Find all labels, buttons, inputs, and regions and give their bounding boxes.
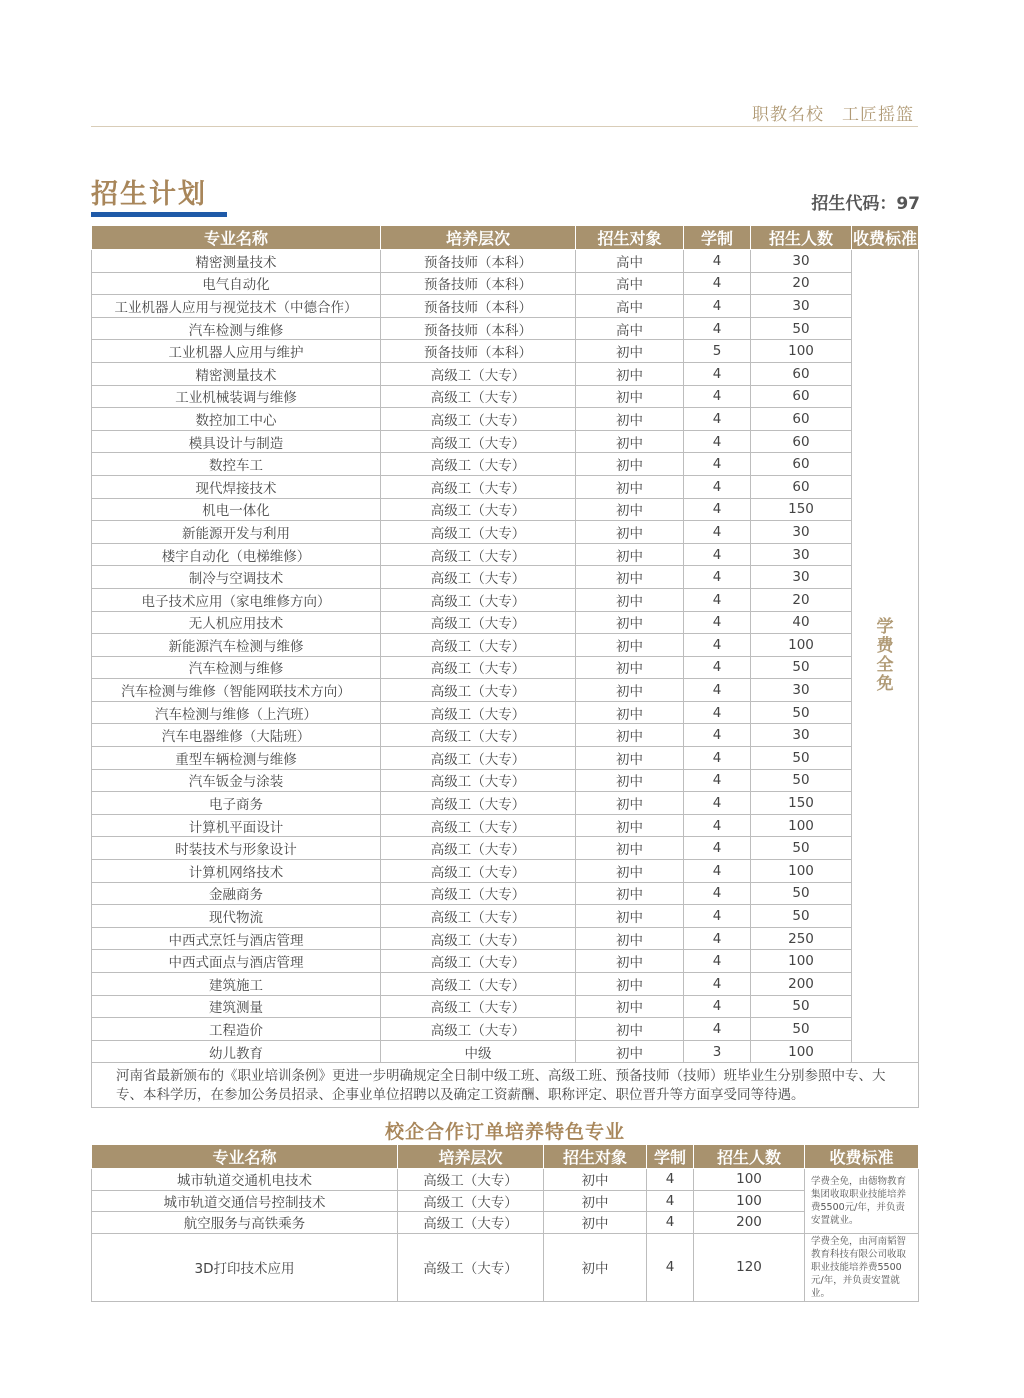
cell-quota: 50 xyxy=(751,701,852,724)
coop-table-row xyxy=(92,1190,919,1212)
cell-level: 高级工（大专） xyxy=(381,543,576,566)
cell-level: 高级工（大专） xyxy=(381,656,576,679)
cell-level: 高级工（大专） xyxy=(381,475,576,498)
cell-target: 初中 xyxy=(576,566,684,589)
cell-major: 制冷与空调技术 xyxy=(92,566,381,589)
coop-table-row xyxy=(92,1233,919,1301)
cell-major: 无人机应用技术 xyxy=(92,611,381,634)
coop-table-row xyxy=(92,1169,919,1191)
cell-major: 工业机器人应用与视觉技术（中德合作） xyxy=(92,295,381,318)
cell-duration: 4 xyxy=(684,475,751,498)
table-row xyxy=(92,814,919,837)
cell-level: 高级工（大专） xyxy=(381,905,576,928)
cell-quota: 60 xyxy=(751,430,852,453)
cell-duration: 4 xyxy=(684,453,751,476)
coop-cell-major: 航空服务与高铁乘务 xyxy=(92,1212,398,1234)
cell-duration: 4 xyxy=(684,588,751,611)
cell-quota: 100 xyxy=(751,634,852,657)
table-row xyxy=(92,927,919,950)
table-row xyxy=(92,837,919,860)
cell-major: 时装技术与形象设计 xyxy=(92,837,381,860)
table-row xyxy=(92,453,919,476)
cell-level: 高级工（大专） xyxy=(381,1018,576,1041)
cell-level: 预备技师（本科） xyxy=(381,340,576,363)
table-row xyxy=(92,882,919,905)
cell-quota: 30 xyxy=(751,566,852,589)
cell-target: 初中 xyxy=(576,1040,684,1063)
table-row xyxy=(92,950,919,973)
coop-cell-major: 城市轨道交通信号控制技术 xyxy=(92,1190,398,1212)
cell-major: 精密测量技术 xyxy=(92,362,381,385)
table-row xyxy=(92,566,919,589)
coop-cell-target: 初中 xyxy=(544,1212,647,1234)
table-row xyxy=(92,272,919,295)
coop-col-header-target: 招生对象 xyxy=(544,1145,647,1169)
table-row xyxy=(92,611,919,634)
cell-level: 高级工（大专） xyxy=(381,408,576,431)
cell-duration: 4 xyxy=(684,950,751,973)
cell-level: 高级工（大专） xyxy=(381,701,576,724)
cell-quota: 50 xyxy=(751,837,852,860)
cell-duration: 3 xyxy=(684,1040,751,1063)
cell-target: 初中 xyxy=(576,679,684,702)
table-header-row xyxy=(92,226,919,250)
table-row xyxy=(92,656,919,679)
cell-level: 中级 xyxy=(381,1040,576,1063)
cell-major: 重型车辆检测与维修 xyxy=(92,747,381,770)
title-underline xyxy=(91,212,227,217)
cell-major: 汽车钣金与涂装 xyxy=(92,769,381,792)
cell-target: 初中 xyxy=(576,385,684,408)
coop-cell-duration: 4 xyxy=(647,1212,694,1234)
cell-major: 汽车检测与维修（智能网联技术方向） xyxy=(92,679,381,702)
table-row xyxy=(92,747,919,770)
cell-quota: 50 xyxy=(751,317,852,340)
cell-duration: 4 xyxy=(684,792,751,815)
coop-cell-quota: 200 xyxy=(694,1212,805,1234)
cell-target: 高中 xyxy=(576,317,684,340)
cell-target: 高中 xyxy=(576,272,684,295)
coop-col-header-quota: 招生人数 xyxy=(694,1145,805,1169)
cell-target: 初中 xyxy=(576,882,684,905)
cell-level: 高级工（大专） xyxy=(381,995,576,1018)
cell-major: 机电一体化 xyxy=(92,498,381,521)
cell-level: 高级工（大专） xyxy=(381,588,576,611)
cell-quota: 20 xyxy=(751,272,852,295)
cell-target: 初中 xyxy=(576,973,684,996)
cell-duration: 4 xyxy=(684,927,751,950)
cell-target: 初中 xyxy=(576,611,684,634)
table-row xyxy=(92,634,919,657)
cell-major: 汽车检测与维修 xyxy=(92,317,381,340)
col-header-fee: 收费标准 xyxy=(852,226,919,250)
coop-cell-duration: 4 xyxy=(647,1190,694,1212)
cell-quota: 60 xyxy=(751,453,852,476)
cell-major: 计算机网络技术 xyxy=(92,860,381,883)
cell-duration: 4 xyxy=(684,408,751,431)
coop-cell-level: 高级工（大专） xyxy=(398,1169,544,1191)
cell-duration: 4 xyxy=(684,295,751,318)
cell-target: 初中 xyxy=(576,430,684,453)
cell-duration: 4 xyxy=(684,272,751,295)
cell-target: 初中 xyxy=(576,860,684,883)
cell-level: 高级工（大专） xyxy=(381,950,576,973)
cell-duration: 4 xyxy=(684,1018,751,1041)
cell-duration: 4 xyxy=(684,611,751,634)
table-row xyxy=(92,521,919,544)
table-row xyxy=(92,430,919,453)
table-row xyxy=(92,1040,919,1063)
cell-target: 初中 xyxy=(576,1018,684,1041)
cell-level: 高级工（大专） xyxy=(381,521,576,544)
cell-duration: 4 xyxy=(684,679,751,702)
cell-duration: 4 xyxy=(684,837,751,860)
cell-quota: 100 xyxy=(751,1040,852,1063)
cell-major: 中西式烹饪与酒店管理 xyxy=(92,927,381,950)
cell-duration: 4 xyxy=(684,521,751,544)
cell-duration: 4 xyxy=(684,747,751,770)
cell-duration: 4 xyxy=(684,634,751,657)
cell-major: 幼儿教育 xyxy=(92,1040,381,1063)
cell-major: 新能源开发与利用 xyxy=(92,521,381,544)
cell-quota: 30 xyxy=(751,521,852,544)
coop-col-header-level: 培养层次 xyxy=(398,1145,544,1169)
cell-quota: 50 xyxy=(751,656,852,679)
cell-level: 预备技师（本科） xyxy=(381,295,576,318)
table-row xyxy=(92,340,919,363)
enrollment-code: 招生代码：97 xyxy=(811,194,920,214)
coop-table-row xyxy=(92,1212,919,1234)
cell-target: 初中 xyxy=(576,814,684,837)
fee-text: 学费全免 xyxy=(876,617,894,695)
cell-target: 初中 xyxy=(576,408,684,431)
table-row xyxy=(92,679,919,702)
cell-level: 高级工（大专） xyxy=(381,679,576,702)
cell-major: 中西式面点与酒店管理 xyxy=(92,950,381,973)
cell-duration: 4 xyxy=(684,656,751,679)
cell-quota: 50 xyxy=(751,905,852,928)
cell-duration: 4 xyxy=(684,250,751,273)
section-title: 招生计划 xyxy=(91,179,207,210)
table-row xyxy=(92,498,919,521)
coop-cell-level: 高级工（大专） xyxy=(398,1190,544,1212)
cell-target: 初中 xyxy=(576,701,684,724)
cell-duration: 4 xyxy=(684,385,751,408)
cell-level: 预备技师（本科） xyxy=(381,272,576,295)
cell-quota: 50 xyxy=(751,995,852,1018)
cell-target: 初中 xyxy=(576,453,684,476)
cell-quota: 60 xyxy=(751,475,852,498)
cell-target: 高中 xyxy=(576,250,684,273)
cell-target: 初中 xyxy=(576,792,684,815)
cell-quota: 150 xyxy=(751,498,852,521)
coop-cell-target: 初中 xyxy=(544,1233,647,1301)
cell-quota: 50 xyxy=(751,769,852,792)
cell-major: 汽车检测与维修（上汽班） xyxy=(92,701,381,724)
cell-quota: 30 xyxy=(751,543,852,566)
cell-quota: 20 xyxy=(751,588,852,611)
cell-major: 新能源汽车检测与维修 xyxy=(92,634,381,657)
coop-col-header-fee: 收费标准 xyxy=(805,1145,919,1169)
cell-quota: 150 xyxy=(751,792,852,815)
cell-duration: 4 xyxy=(684,430,751,453)
cell-quota: 60 xyxy=(751,408,852,431)
coop-cell-major: 城市轨道交通机电技术 xyxy=(92,1169,398,1191)
table-row xyxy=(92,317,919,340)
coop-cell-level: 高级工（大专） xyxy=(398,1212,544,1234)
cell-quota: 30 xyxy=(751,250,852,273)
table-row xyxy=(92,385,919,408)
cell-level: 高级工（大专） xyxy=(381,453,576,476)
cell-major: 汽车检测与维修 xyxy=(92,656,381,679)
cell-level: 高级工（大专） xyxy=(381,566,576,589)
coop-fee-cell: 学费全免，由河南韬智教育科技有限公司收取职业技能培养费5500元/年，并负责安置就业。 xyxy=(805,1233,919,1301)
fee-cell xyxy=(852,250,919,1063)
table-row xyxy=(92,475,919,498)
col-header-target: 招生对象 xyxy=(576,226,684,250)
table-row xyxy=(92,1018,919,1041)
coop-cell-quota: 100 xyxy=(694,1169,805,1191)
cell-quota: 50 xyxy=(751,1018,852,1041)
cell-level: 高级工（大专） xyxy=(381,792,576,815)
cell-target: 初中 xyxy=(576,634,684,657)
cell-level: 高级工（大专） xyxy=(381,882,576,905)
cell-duration: 4 xyxy=(684,724,751,747)
cell-quota: 40 xyxy=(751,611,852,634)
cell-duration: 4 xyxy=(684,860,751,883)
table-row xyxy=(92,860,919,883)
cell-target: 初中 xyxy=(576,588,684,611)
cell-target: 初中 xyxy=(576,837,684,860)
coop-cell-duration: 4 xyxy=(647,1233,694,1301)
cell-target: 初中 xyxy=(576,340,684,363)
cell-target: 初中 xyxy=(576,475,684,498)
cell-major: 电气自动化 xyxy=(92,272,381,295)
cell-major: 模具设计与制造 xyxy=(92,430,381,453)
cell-major: 计算机平面设计 xyxy=(92,814,381,837)
cell-major: 工业机械装调与维修 xyxy=(92,385,381,408)
cell-target: 初中 xyxy=(576,950,684,973)
cell-major: 电子商务 xyxy=(92,792,381,815)
cell-level: 高级工（大专） xyxy=(381,837,576,860)
cell-quota: 60 xyxy=(751,362,852,385)
cell-major: 金融商务 xyxy=(92,882,381,905)
table-row xyxy=(92,724,919,747)
cell-quota: 50 xyxy=(751,747,852,770)
cell-major: 工程造价 xyxy=(92,1018,381,1041)
col-header-duration: 学制 xyxy=(684,226,751,250)
cell-duration: 4 xyxy=(684,995,751,1018)
col-header-level: 培养层次 xyxy=(381,226,576,250)
cell-quota: 200 xyxy=(751,973,852,996)
coop-fee-cell: 学费全免，由德物教育集团收取职业技能培养费5500元/年，并负责安置就业。 xyxy=(805,1169,919,1234)
table-row xyxy=(92,543,919,566)
cell-quota: 100 xyxy=(751,860,852,883)
cell-level: 高级工（大专） xyxy=(381,724,576,747)
table-row xyxy=(92,362,919,385)
cell-level: 预备技师（本科） xyxy=(381,250,576,273)
cell-level: 预备技师（本科） xyxy=(381,317,576,340)
table-row xyxy=(92,408,919,431)
cell-target: 初中 xyxy=(576,747,684,770)
cell-level: 高级工（大专） xyxy=(381,973,576,996)
cell-target: 初中 xyxy=(576,769,684,792)
cell-target: 初中 xyxy=(576,995,684,1018)
coop-section-title: 校企合作订单培养特色专业 xyxy=(384,1121,625,1143)
cell-duration: 4 xyxy=(684,566,751,589)
coop-col-header-duration: 学制 xyxy=(647,1145,694,1169)
cell-quota: 100 xyxy=(751,340,852,363)
cell-quota: 50 xyxy=(751,882,852,905)
cell-duration: 4 xyxy=(684,814,751,837)
cell-major: 数控加工中心 xyxy=(92,408,381,431)
cell-duration: 4 xyxy=(684,543,751,566)
table-row xyxy=(92,588,919,611)
cell-quota: 250 xyxy=(751,927,852,950)
cell-duration: 4 xyxy=(684,701,751,724)
table-row xyxy=(92,250,919,273)
cell-major: 精密测量技术 xyxy=(92,250,381,273)
col-header-major: 专业名称 xyxy=(92,226,381,250)
cell-quota: 30 xyxy=(751,679,852,702)
cell-target: 初中 xyxy=(576,543,684,566)
cell-duration: 4 xyxy=(684,317,751,340)
note-row xyxy=(92,1063,919,1108)
cell-duration: 4 xyxy=(684,362,751,385)
note-text: 河南省最新颁布的《职业培训条例》更进一步明确规定全日制中级工班、高级工班、预备技师（技师）班毕业生分别参照中专、大专、本科学历，在参加公务员招录、企事业单位招聘以及确定工资薪酬、职称评定、职位晋升等方面享受同等待遇。 xyxy=(92,1063,919,1108)
cell-quota: 100 xyxy=(751,814,852,837)
cell-duration: 4 xyxy=(684,498,751,521)
coop-col-header-major: 专业名称 xyxy=(92,1145,398,1169)
cell-duration: 5 xyxy=(684,340,751,363)
cell-major: 工业机器人应用与维护 xyxy=(92,340,381,363)
cell-duration: 4 xyxy=(684,769,751,792)
cell-level: 高级工（大专） xyxy=(381,634,576,657)
coop-cell-duration: 4 xyxy=(647,1169,694,1191)
cell-major: 汽车电器维修（大陆班） xyxy=(92,724,381,747)
cell-major: 现代焊接技术 xyxy=(92,475,381,498)
cell-major: 建筑施工 xyxy=(92,973,381,996)
cell-target: 高中 xyxy=(576,295,684,318)
table-row xyxy=(92,295,919,318)
cell-major: 现代物流 xyxy=(92,905,381,928)
cell-level: 高级工（大专） xyxy=(381,927,576,950)
table-row xyxy=(92,995,919,1018)
table-row xyxy=(92,792,919,815)
cell-major: 电子技术应用（家电维修方向） xyxy=(92,588,381,611)
cell-target: 初中 xyxy=(576,498,684,521)
cell-level: 高级工（大专） xyxy=(381,814,576,837)
cell-level: 高级工（大专） xyxy=(381,769,576,792)
table-row xyxy=(92,701,919,724)
cell-level: 高级工（大专） xyxy=(381,611,576,634)
cell-level: 高级工（大专） xyxy=(381,860,576,883)
cell-quota: 30 xyxy=(751,295,852,318)
header-slogan: 职教名校 工匠摇篮 xyxy=(752,105,914,125)
cell-duration: 4 xyxy=(684,882,751,905)
cell-quota: 100 xyxy=(751,950,852,973)
table-row xyxy=(92,973,919,996)
table-row xyxy=(92,905,919,928)
cell-quota: 60 xyxy=(751,385,852,408)
coop-cell-quota: 100 xyxy=(694,1190,805,1212)
cell-duration: 4 xyxy=(684,905,751,928)
cell-level: 高级工（大专） xyxy=(381,430,576,453)
cell-target: 初中 xyxy=(576,362,684,385)
coop-cell-level: 高级工（大专） xyxy=(398,1233,544,1301)
cell-target: 初中 xyxy=(576,927,684,950)
cell-target: 初中 xyxy=(576,521,684,544)
coop-cell-major: 3D打印技术应用 xyxy=(92,1233,398,1301)
header-divider xyxy=(91,126,918,127)
cell-level: 高级工（大专） xyxy=(381,385,576,408)
cell-major: 建筑测量 xyxy=(92,995,381,1018)
coop-header-row xyxy=(92,1145,919,1169)
cell-duration: 4 xyxy=(684,973,751,996)
coop-cell-target: 初中 xyxy=(544,1190,647,1212)
cell-major: 楼宇自动化（电梯维修） xyxy=(92,543,381,566)
coop-cell-quota: 120 xyxy=(694,1233,805,1301)
cell-target: 初中 xyxy=(576,724,684,747)
cell-quota: 30 xyxy=(751,724,852,747)
cell-target: 初中 xyxy=(576,656,684,679)
cell-level: 高级工（大专） xyxy=(381,747,576,770)
cell-major: 数控车工 xyxy=(92,453,381,476)
coop-cell-target: 初中 xyxy=(544,1169,647,1191)
table-row xyxy=(92,769,919,792)
col-header-quota: 招生人数 xyxy=(751,226,852,250)
coop-program-table xyxy=(91,1144,919,1302)
cell-target: 初中 xyxy=(576,905,684,928)
cell-level: 高级工（大专） xyxy=(381,498,576,521)
cell-level: 高级工（大专） xyxy=(381,362,576,385)
enrollment-plan-table xyxy=(91,225,919,1108)
